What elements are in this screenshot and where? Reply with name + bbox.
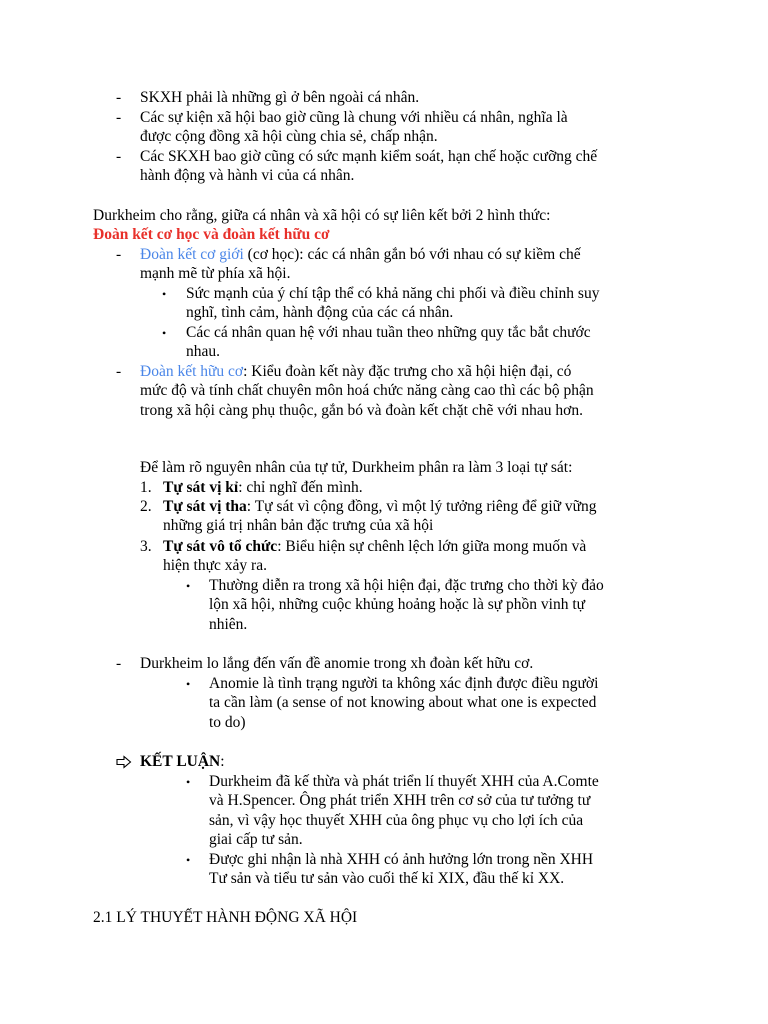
- mechanical-bullet-1-cont: nghĩ, tình cảm, hành động của các cá nhân.: [186, 304, 454, 321]
- suicide-intro: Để làm rõ nguyên nhân của tự tử, Durkheim phân ra làm 3 loại tự sát:: [140, 459, 573, 476]
- intro-item-3: Các SKXH bao giờ cũng có sức mạnh kiểm soát, hạn chế hoặc cưỡng chế: [140, 148, 598, 165]
- organic-line2: mức độ và tính chất chuyên môn hoá chức năng càng cao thì các bộ phận: [140, 382, 594, 399]
- list-number: 2.: [140, 498, 152, 515]
- dash-marker: -: [116, 109, 122, 126]
- list-number: 3.: [140, 538, 152, 555]
- conclusion-label: KẾT LUẬN: [140, 753, 221, 770]
- anomic-bullet-cont: lộn xã hội, những cuộc khủng hoảng hoặc là sự phồn vinh tự: [209, 596, 586, 613]
- suicide-type-desc: : Tự sát vì cộng đồng, vì một lý tưởng riêng để giữ vững: [246, 498, 597, 515]
- intro-item-2-cont: được cộng đồng xã hội cùng chia sẻ, chấp nhận.: [140, 128, 438, 145]
- dash-marker: -: [116, 89, 122, 106]
- organic-label: Đoàn kết hữu cơ: [140, 363, 244, 380]
- mechanical-line2: mạnh mẽ từ phía xã hội.: [140, 265, 291, 282]
- anomic-bullet: Thường diễn ra trong xã hội hiện đại, đặc trưng cho thời kỳ đảo: [209, 577, 604, 594]
- dash-marker: -: [116, 246, 122, 263]
- mechanical-bullet-1: Sức mạnh của ý chí tập thể có khả năng chi phối và điều chỉnh suy: [186, 285, 600, 302]
- list-number: 1.: [140, 479, 152, 496]
- suicide-type-anomic: [163, 537, 586, 557]
- solidarity-heading: Đoàn kết cơ học và đoàn kết hữu cơ: [93, 226, 330, 243]
- dash-marker: -: [116, 148, 122, 165]
- suicide-type-desc: : Biểu hiện sự chênh lệch lớn giữa mong muốn và: [277, 538, 587, 555]
- conclusion-bullet-2-cont: Tư sản và tiểu tư sản vào cuối thế kỉ XIX, đầu thế kỉ XX.: [209, 870, 565, 887]
- conclusion-bullet-1: Durkheim đã kế thừa và phát triển lí thuyết XHH của A.Comte: [209, 773, 599, 790]
- conclusion-bullet-1-cont: và H.Spencer. Ông phát triển XHH trên cơ sở của tư tưởng tư: [209, 792, 591, 809]
- conclusion-heading: [140, 752, 225, 772]
- bullet-marker: •: [186, 677, 191, 691]
- dash-marker: -: [116, 363, 122, 380]
- suicide-type-altruistic: [163, 497, 597, 517]
- organic-solidarity: [140, 362, 571, 382]
- bullet-marker: •: [186, 579, 191, 593]
- organic-rest: : Kiểu đoàn kết này đặc trưng cho xã hội hiện đại, có: [243, 363, 572, 380]
- suicide-type-desc: : chỉ nghĩ đến mình.: [238, 479, 363, 496]
- bullet-marker: •: [162, 287, 167, 301]
- suicide-type-altruistic-cont: những giá trị nhân bản đặc trưng của xã hội: [163, 517, 434, 534]
- suicide-type-title: Tự sát vô tổ chức: [163, 538, 278, 555]
- intro-item-2: Các sự kiện xã hội bao giờ cũng là chung với nhiều cá nhân, nghĩa là: [140, 109, 568, 126]
- anomie-item: Durkheim lo lắng đến vấn đề anomie trong xh đoàn kết hữu cơ.: [140, 655, 534, 672]
- conclusion-colon: :: [220, 753, 225, 770]
- dash-marker: -: [116, 655, 122, 672]
- mechanical-bullet-2: Các cá nhân quan hệ với nhau tuần theo những quy tắc bắt chước: [186, 324, 591, 341]
- bullet-marker: •: [186, 853, 191, 867]
- bullet-marker: •: [186, 775, 191, 789]
- section-heading: 2.1 LÝ THUYẾT HÀNH ĐỘNG XÃ HỘI: [93, 909, 358, 926]
- suicide-type-title: Tự sát vị kỉ: [163, 479, 239, 496]
- mechanical-label: Đoàn kết cơ giới: [140, 246, 244, 263]
- anomie-bullet-cont: ta cần làm (a sense of not knowing about what one is expected: [209, 694, 597, 711]
- anomic-bullet-cont2: nhiên.: [209, 616, 248, 633]
- anomie-bullet-cont2: to do): [209, 714, 246, 731]
- suicide-type-anomic-cont: hiện thực xảy ra.: [163, 557, 267, 574]
- suicide-type-egoistic: [163, 478, 363, 498]
- mechanical-solidarity: [140, 245, 581, 265]
- bullet-marker: •: [162, 326, 167, 340]
- anomie-bullet: Anomie là tình trạng người ta không xác định được điều người: [209, 675, 599, 692]
- conclusion-bullet-2: Được ghi nhận là nhà XHH có ảnh hưởng lớn trong nền XHH: [209, 851, 594, 868]
- conclusion-bullet-1-cont2: sản, vì vậy học thuyết XHH của ông phục vụ cho lợi ích của: [209, 812, 584, 829]
- mechanical-bullet-2-cont: nhau.: [186, 343, 221, 360]
- intro-item-1: SKXH phải là những gì ở bên ngoài cá nhân.: [140, 89, 420, 106]
- mechanical-rest: (cơ học): các cá nhân gắn bó với nhau có sự kiềm chế: [243, 246, 581, 263]
- organic-line3: trong xã hội càng phụ thuộc, gắn bó và đoàn kết chặt chẽ với nhau hơn.: [140, 402, 583, 419]
- arrow-right-icon: [116, 755, 132, 769]
- intro-item-3-cont: hành động và hành vi của cá nhân.: [140, 167, 355, 184]
- suicide-type-title: Tự sát vị tha: [163, 498, 247, 515]
- conclusion-bullet-1-cont3: giai cấp tư sản.: [209, 831, 303, 848]
- durkheim-intro: Durkheim cho rằng, giữa cá nhân và xã hội có sự liên kết bởi 2 hình thức:: [93, 207, 551, 224]
